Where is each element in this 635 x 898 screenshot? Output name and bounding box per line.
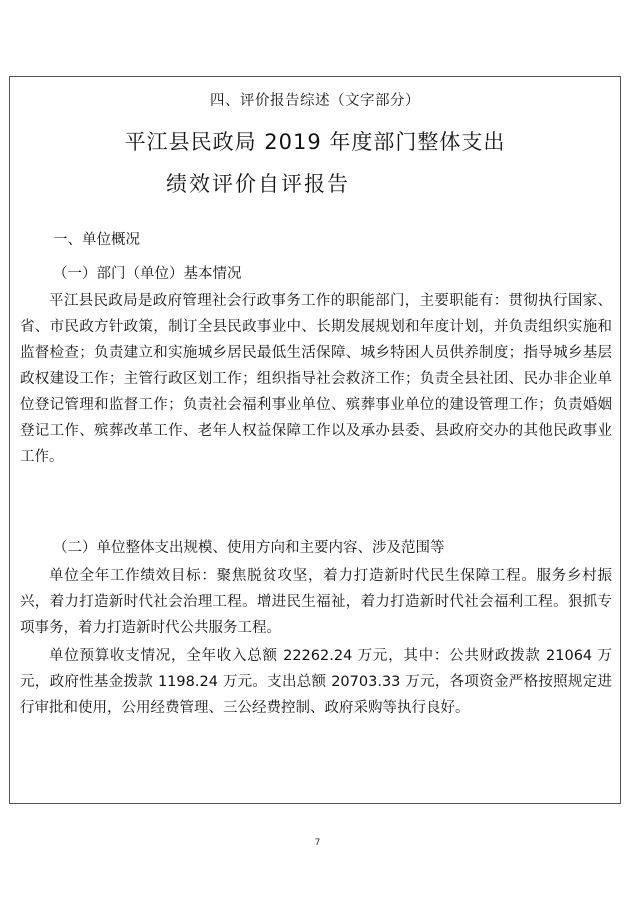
basic-info-heading: （一）部门（单位）基本情况 xyxy=(53,266,242,282)
budget-paragraph: 单位预算收支情况，全年收入总额 22262.24 万元，其中：公共财政拨款 21064 万元，政府性基金拨款 1198.24 万元。支出总额 20703.33 万元，各项资金严格按照规定进行审批和使用，公用经费管理、三公经费控制、政府采购等执行良好。 xyxy=(20,648,612,716)
performance-goal-paragraph: 单位全年工作绩效目标：聚焦脱贫攻坚，着力打造新时代民生保障工程。服务乡村振兴，着力打造新时代社会治理工程。增进民生福祉，着力打造新时代社会福利工程。狠抓专项事务，着力打造新时代公共服务工程。 xyxy=(20,568,612,636)
basic-info-paragraph: 平江县民政局是政府管理社会行政事务工作的职能部门，主要职能有：贯彻执行国家、省、市民政方针政策，制订全县民政事业中、长期发展规划和年度计划，并负责组织实施和监督检查；负责建立和实施城乡居民最低生活保障、城乡特困人员供养制度；指导城乡基层政权建设工作；主管行政区划工作；组织指导社会救济工作；负责全县社团、民办非企业单位登记管理和监督工作；负责社会福利事业单位、殡葬事业单位的建设管理工作；负责婚姻登记工作、殡葬改革工作、老年人权益保障工作以及承办县委、县政府交办的其他民政事业工作。 xyxy=(20,293,612,465)
report-title-line-2: 绩效评价自评报告 xyxy=(166,172,350,196)
unit-overview-heading: 一、单位概况 xyxy=(53,232,140,248)
report-frame xyxy=(9,76,621,804)
section-heading: 四、评价报告综述（文字部分） xyxy=(210,93,420,109)
expenditure-heading: （二）单位整体支出规模、使用方向和主要内容、涉及范围等 xyxy=(53,540,445,556)
report-title-line-1: 平江县民政局 2019 年度部门整体支出 xyxy=(124,130,506,154)
page-number: 7 xyxy=(314,838,321,848)
